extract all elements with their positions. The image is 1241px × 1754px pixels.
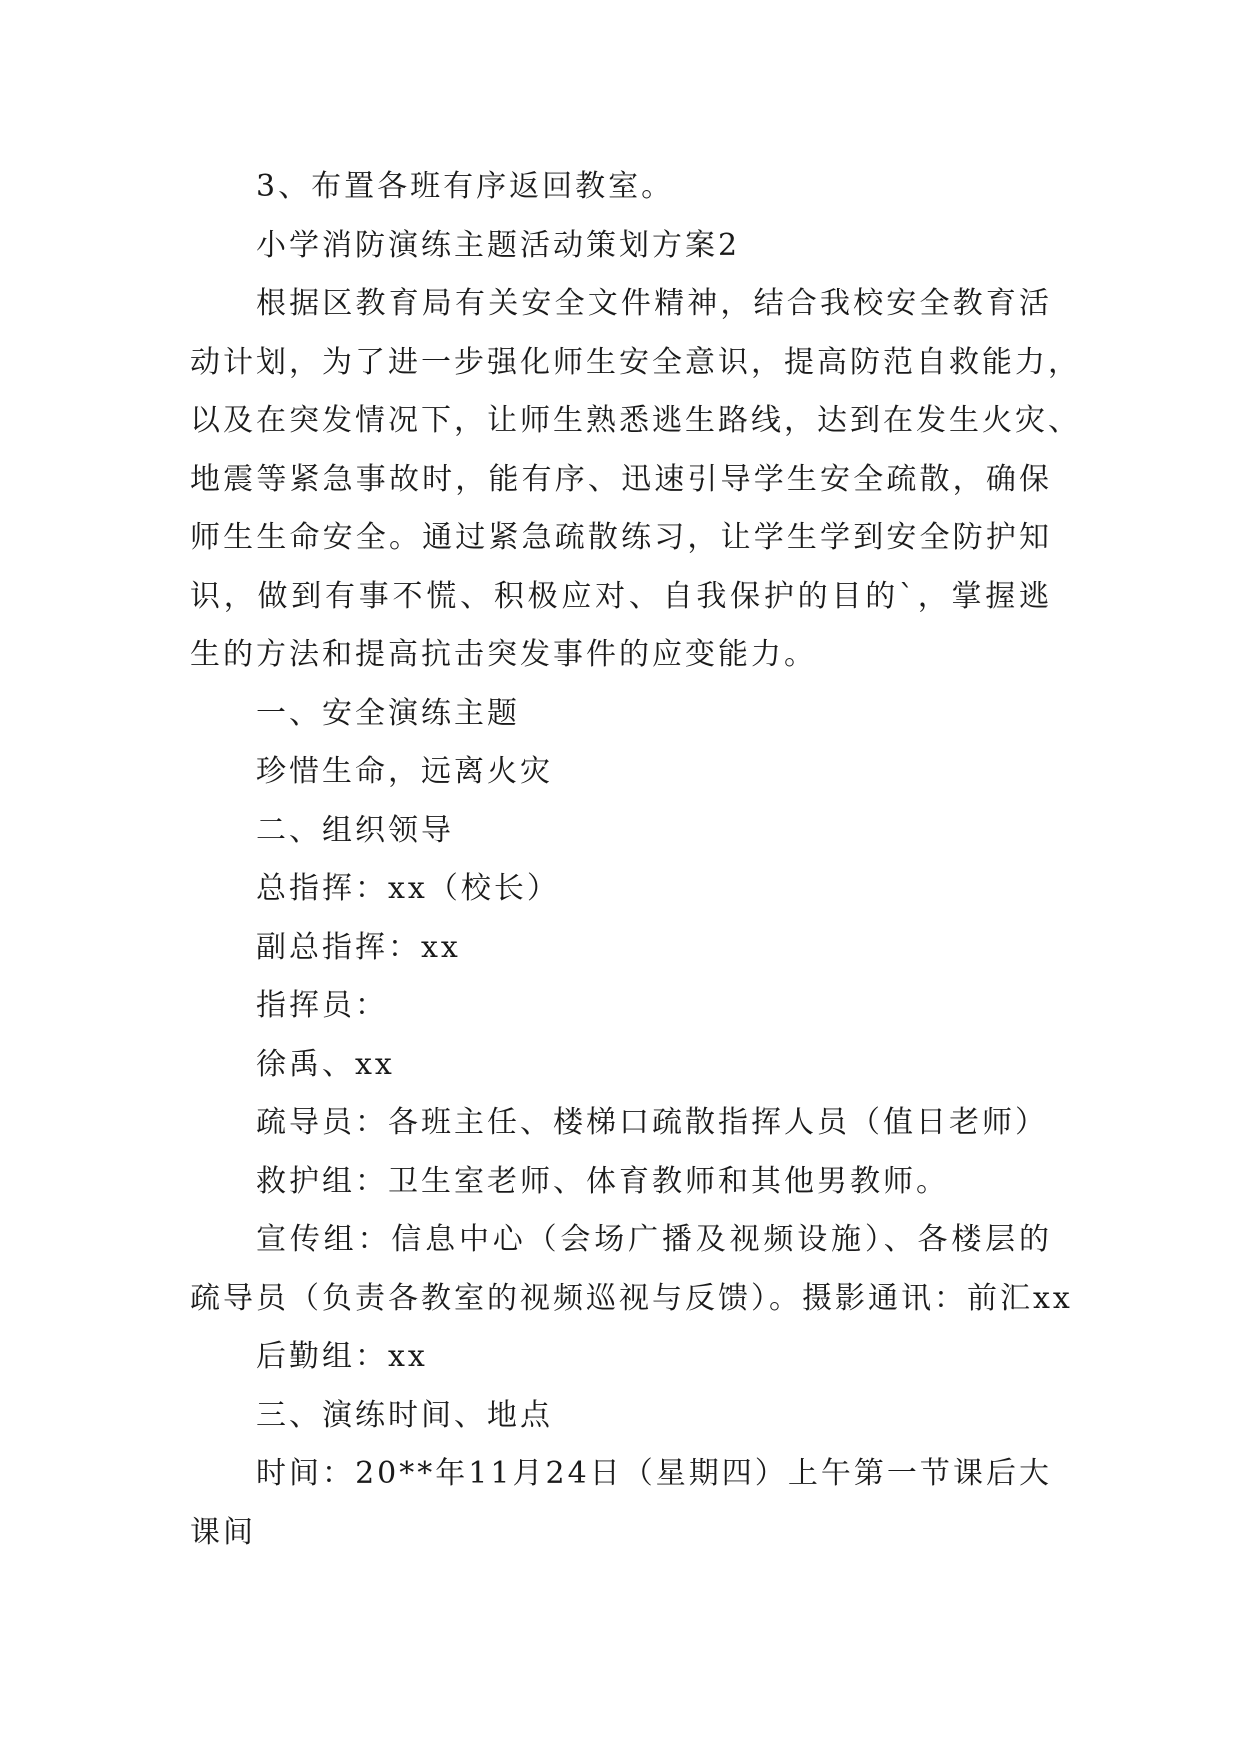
text-line: 后勤组：xx (256, 1339, 428, 1374)
text-line: 师生生命安全。通过紧急疏散练习，让学生学到安全防护知 (190, 520, 1052, 555)
text-line: 动计划，为了进一步强化师生安全意识，提高防范自救能力， (190, 344, 1081, 380)
text-line: 地震等紧急事故时，能有序、迅速引导学生安全疏散，确保 (190, 461, 1052, 497)
document-body (190, 158, 1081, 1562)
text-line: 指挥员： (256, 988, 388, 1023)
text-line: 时间：20**年11月24日（星期四）上午第一节课后大 (256, 1456, 1052, 1491)
text-line: 副总指挥：xx (256, 929, 461, 965)
text-line: 疏导员：各班主任、楼梯口疏散指挥人员（值日老师） (256, 1105, 1048, 1140)
text-line: 救护组：卫生室老师、体育教师和其他男教师。 (256, 1163, 949, 1199)
text-line: 宣传组：信息中心（会场广播及视频设施）、各楼层的 (256, 1222, 1052, 1257)
text-line: 疏导员（负责各教室的视频巡视与反馈）。摄影通讯：前汇xx (190, 1280, 1073, 1316)
text-line: 3、布置各班有序返回教室。 (256, 169, 675, 204)
section-title: 小学消防演练主题活动策划方案2 (256, 227, 741, 263)
text-line: 以及在突发情况下，让师生熟悉逃生路线，达到在发生火灾、 (190, 403, 1081, 438)
text-line: 生的方法和提高抗击突发事件的应变能力。 (190, 637, 817, 672)
heading-line: 一、安全演练主题 (256, 695, 520, 731)
heading-line: 三、演练时间、地点 (256, 1397, 553, 1433)
text-line: 徐禹、xx (256, 1046, 395, 1082)
text-line: 识，做到有事不慌、积极应对、自我保护的目的`，掌握逃 (190, 578, 1052, 614)
heading-line: 二、组织领导 (256, 812, 454, 848)
text-line: 根据区教育局有关安全文件精神，结合我校安全教育活 (256, 286, 1052, 321)
text-line: 总指挥：xx（校长） (256, 871, 560, 906)
text-line: 珍惜生命，远离火灾 (256, 754, 553, 789)
text-line: 课间 (190, 1514, 256, 1550)
